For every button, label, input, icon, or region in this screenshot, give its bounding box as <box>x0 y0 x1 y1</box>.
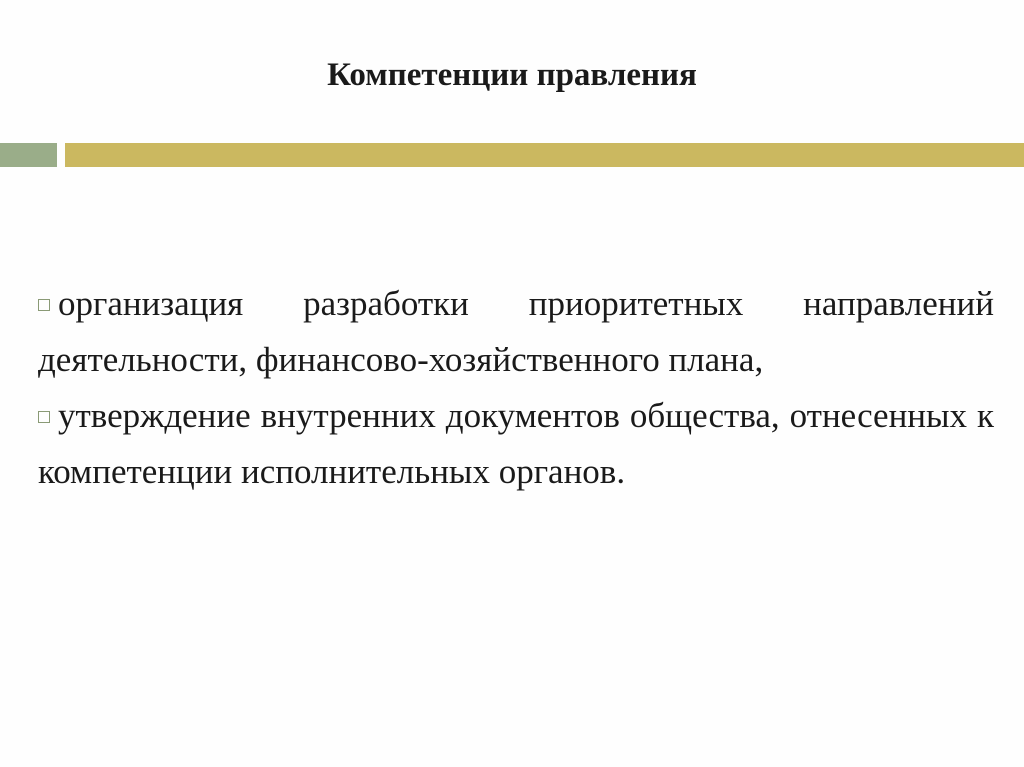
bullet-item <box>38 276 994 388</box>
slide-title: Компетенции правления <box>327 57 697 93</box>
bullet-text: утверждение внутренних документов общества, отнесенных к компетенции исполнительных органов. <box>38 396 994 491</box>
bullet-text: организация разработки приоритетных направлений деятельности, финансово-хозяйственного плана, <box>38 284 994 379</box>
slide-body <box>38 276 994 500</box>
accent-bar-left <box>0 143 57 167</box>
bullet-item <box>38 388 994 500</box>
accent-bar-right <box>65 143 1024 167</box>
square-bullet-icon <box>38 299 50 311</box>
square-bullet-icon <box>38 411 50 423</box>
